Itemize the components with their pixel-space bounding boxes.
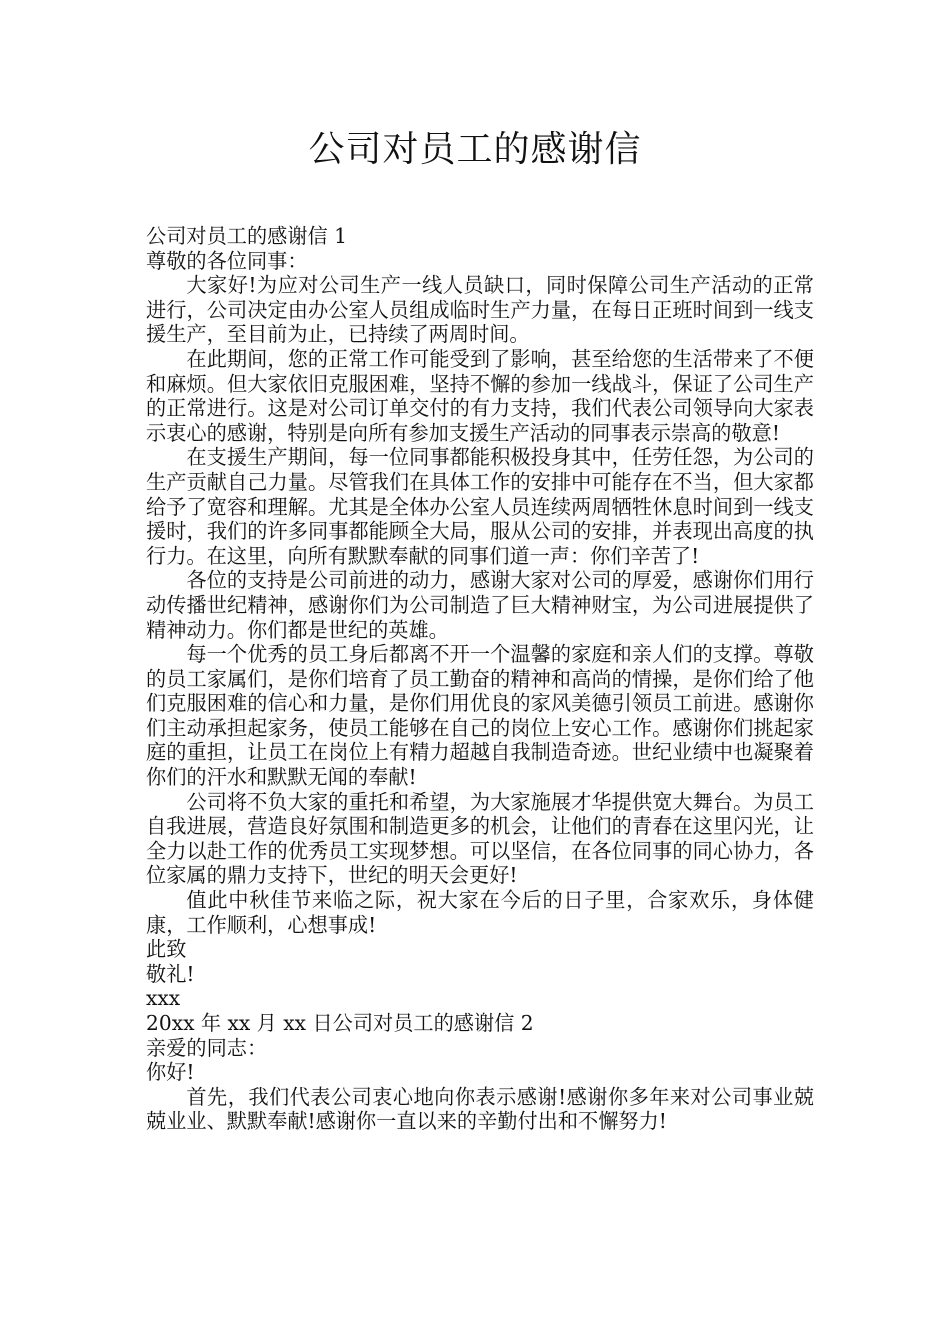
signature: xxx [146, 986, 181, 1011]
closing-line: 此致 [146, 937, 187, 962]
document-title: 公司对员工的感谢信 [308, 129, 642, 170]
section-heading-1: 公司对员工的感谢信 1 [146, 224, 347, 248]
greeting-2: 你好! [146, 1060, 195, 1085]
date-and-section-heading-2: 20xx 年 xx 月 xx 日公司对员工的感谢信 2 [146, 1011, 534, 1035]
body-paragraph: 值此中秋佳节来临之际，祝大家在今后的日子里，合家欢乐，身体健康，工作顺利，心想事成! [146, 888, 814, 937]
salutation-2: 亲爱的同志： [146, 1035, 268, 1060]
body-paragraph: 大家好!为应对公司生产一线人员缺口，同时保障公司生产活动的正常进行，公司决定由办公室人员组成临时生产力量，在每日正班时间到一线支援生产，至目前为止，已持续了两周时间。 [146, 273, 814, 347]
body-paragraph: 在此期间，您的正常工作可能受到了影响，甚至给您的生活带来了不便和麻烦。但大家依旧克服困难，坚持不懈的参加一线战斗，保证了公司生产的正常进行。这是对公司订单交付的有力支持，我们代表公司领导向大家表示衷心的感谢，特别是向所有参加支援生产活动的同事表示崇高的敬意! [146, 346, 814, 445]
body-paragraph: 公司将不负大家的重托和希望，为大家施展才华提供宽大舞台。为员工自我进展，营造良好氛围和制造更多的机会，让他们的青春在这里闪光，让全力以赴工作的优秀员工实现梦想。可以坚信，在各位同事的同心协力，各位家属的鼎力支持下，世纪的明天会更好! [146, 789, 814, 888]
salutation: 尊敬的各位同事： [146, 248, 308, 273]
closing-greeting: 敬礼! [146, 961, 195, 986]
body-paragraph: 每一个优秀的员工身后都离不开一个温馨的家庭和亲人们的支撑。尊敬的员工家属们，是你们培育了员工勤奋的精神和高尚的情操，是你们给了他们克服困难的信心和力量，是你们用优良的家风美德引领员工前进。感谢你们主动承担起家务，使员工能够在自己的岗位上安心工作。感谢你们挑起家庭的重担，让员工在岗位上有精力超越自我制造奇迹。世纪业绩中也凝聚着你们的汗水和默默无闻的奉献! [146, 642, 814, 790]
body-paragraph: 在支援生产期间，每一位同事都能积极投身其中，任劳任怨，为公司的生产贡献自己力量。尽管我们在具体工作的安排中可能存在不当，但大家都给予了宽容和理解。尤其是全体办公室人员连续两周牺牲休息时间到一线支援时，我们的许多同事都能顾全大局，服从公司的安排，并表现出高度的执行力。在这里，向所有默默奉献的同事们道一声：你们辛苦了! [146, 445, 814, 568]
document-body [146, 224, 814, 1134]
body-paragraph: 首先，我们代表公司衷心地向你表示感谢!感谢你多年来对公司事业兢兢业业、默默奉献!感谢你一直以来的辛勤付出和不懈努力! [146, 1084, 814, 1134]
body-paragraph: 各位的支持是公司前进的动力，感谢大家对公司的厚爱，感谢你们用行动传播世纪精神，感谢你们为公司制造了巨大精神财宝，为公司进展提供了精神动力。你们都是世纪的英雄。 [146, 568, 814, 642]
